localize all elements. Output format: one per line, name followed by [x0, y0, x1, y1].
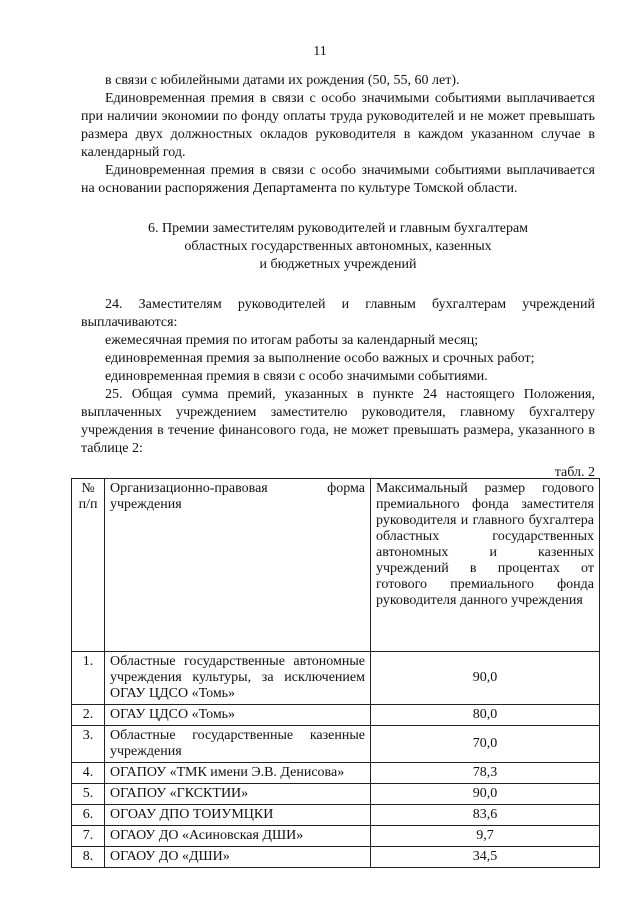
header-num: № п/п [72, 479, 105, 652]
table-row [72, 763, 600, 784]
row-org: ОГОАУ ДПО ТОИУМЦКИ [105, 805, 371, 826]
table-label: табл. 2 [554, 465, 595, 480]
row-num: 2. [72, 705, 105, 726]
row-org: ОГАПОУ «ГКСКТИИ» [105, 784, 371, 805]
row-value: 80,0 [371, 705, 600, 726]
row-value: 9,7 [371, 826, 600, 847]
clause-24-item-3: единовременная премия в связи с особо значимыми событиями. [105, 369, 488, 384]
row-value: 83,6 [371, 805, 600, 826]
table-row [72, 805, 600, 826]
row-value: 34,5 [371, 847, 600, 868]
clause-24-intro: 24. Заместителям руководителей и главным бухгалтерам учреждений выплачиваются: [81, 297, 595, 330]
header-org: Организационно-правовая форма учреждения [105, 479, 371, 652]
table-row [72, 826, 600, 847]
header-max: Максимальный размер годового премиального фонда заместителя руководителя и главного бухгалтера областных государственных автономных и казенных учреждений в процентах от готового премиального фонда руководителя данного учреждения [371, 479, 600, 652]
document-body [81, 72, 595, 482]
row-org: Областные государственные автономные учреждения культуры, за исключением ОГАУ ЦДСО «Томь» [105, 652, 371, 705]
table-row [72, 705, 600, 726]
clause-24-item-1: ежемесячная премия по итогам работы за календарный месяц; [105, 333, 479, 348]
paragraph-1: в связи с юбилейными датами их рождения (50, 55, 60 лет). [105, 73, 460, 88]
page-number: 11 [313, 44, 327, 59]
row-org: ОГАОУ ДО «ДШИ» [105, 847, 371, 868]
table-row [72, 726, 600, 763]
row-num: 4. [72, 763, 105, 784]
section-heading [81, 220, 595, 274]
row-value: 78,3 [371, 763, 600, 784]
section-heading-line-1: 6. Премии заместителям руководителей и главным бухгалтерам [147, 221, 529, 236]
row-value: 70,0 [371, 726, 600, 763]
row-org: Областные государственные казенные учреждения [105, 726, 371, 763]
section-heading-line-2: областных государственных автономных, казенных [184, 239, 492, 254]
row-org: ОГАУ ЦДСО «Томь» [105, 705, 371, 726]
row-num: 3. [72, 726, 105, 763]
row-num: 1. [72, 652, 105, 705]
premium-table [71, 478, 600, 868]
clause-24-item-2: единовременная премия за выполнение особо важных и срочных работ; [105, 351, 535, 366]
row-value: 90,0 [371, 652, 600, 705]
row-num: 6. [72, 805, 105, 826]
table-header-row [72, 479, 600, 652]
row-org: ОГАОУ ДО «Асиновская ДШИ» [105, 826, 371, 847]
row-num: 8. [72, 847, 105, 868]
row-num: 5. [72, 784, 105, 805]
paragraph-3: Единовременная премия в связи с особо значимыми событиями выплачивается на основании распоряжения Департамента по культуре Томской области. [81, 163, 595, 196]
paragraph-2: Единовременная премия в связи с особо значимыми событиями выплачивается при наличии экономии по фонду оплаты труда руководителей и не может превышать размера двух должностных окладов руководителя в каждом указанном случае в календарный год. [81, 91, 595, 160]
table-row [72, 652, 600, 705]
row-value: 90,0 [371, 784, 600, 805]
row-num: 7. [72, 826, 105, 847]
table-row [72, 784, 600, 805]
table-row [72, 847, 600, 868]
clause-25: 25. Общая сумма премий, указанных в пункте 24 настоящего Положения, выплаченных учреждением заместителю руководителя, главному бухгалтеру учреждения в течение финансового года, не может превышать размера, указанного в таблице 2: [81, 387, 595, 456]
row-org: ОГАПОУ «ТМК имени Э.В. Денисова» [105, 763, 371, 784]
section-heading-line-3: и бюджетных учреждений [259, 257, 417, 272]
